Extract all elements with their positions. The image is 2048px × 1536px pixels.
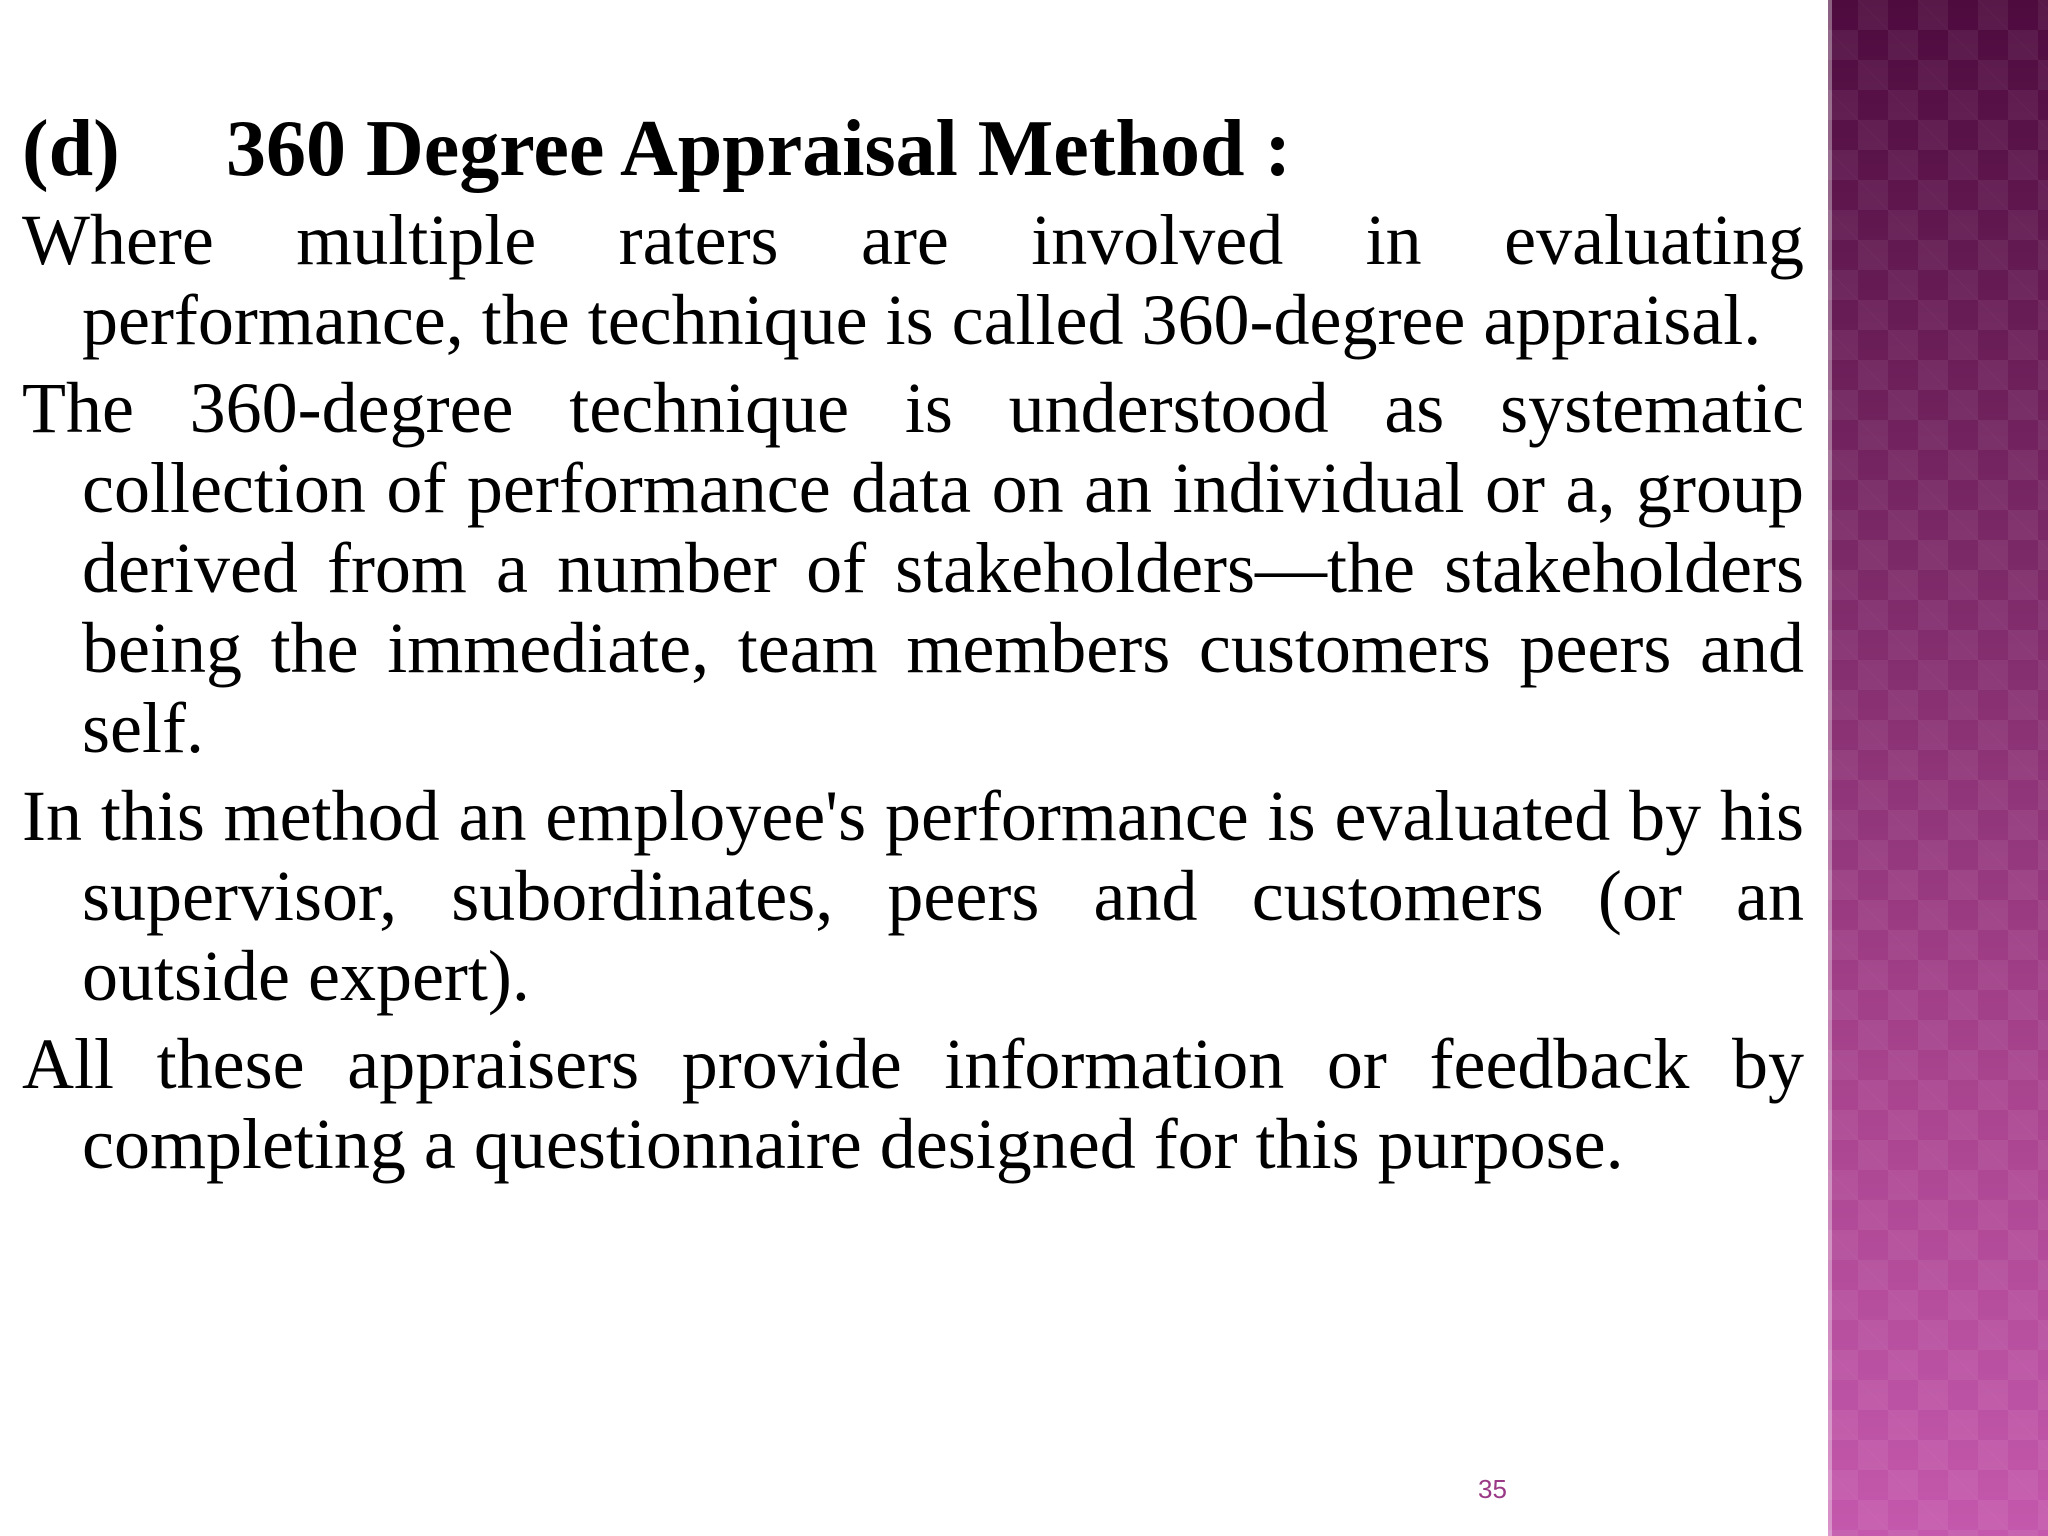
band-edge (1828, 0, 1832, 1536)
slide-content (22, 98, 1804, 1192)
paragraph-evaluation-sources: In this method an employee's performance is evaluated by his supervisor, subordinates, peers and customers (or an outside expert). (22, 776, 1804, 1016)
heading-label: (d) (22, 105, 120, 193)
decorative-side-band (1828, 0, 2048, 1536)
paragraph-multiple-raters: Where multiple raters are involved in evaluating performance, the technique is called 360-degree appraisal. (22, 200, 1804, 360)
paragraph-systematic-collection: The 360-degree technique is understood as systematic collection of performance data on an individual or a, group derived from a number of stakeholders—the stakeholders being the immediate, team members customers peers and self. (22, 368, 1804, 768)
page-number: 35 (1478, 1474, 1507, 1504)
band-pattern (1828, 0, 2048, 1536)
paragraph-questionnaire: All these appraisers provide information or feedback by completing a questionnaire designed for this purpose. (22, 1024, 1804, 1184)
heading-text: 360 Degree Appraisal Method : (226, 105, 1292, 193)
slide-heading (22, 98, 1804, 200)
